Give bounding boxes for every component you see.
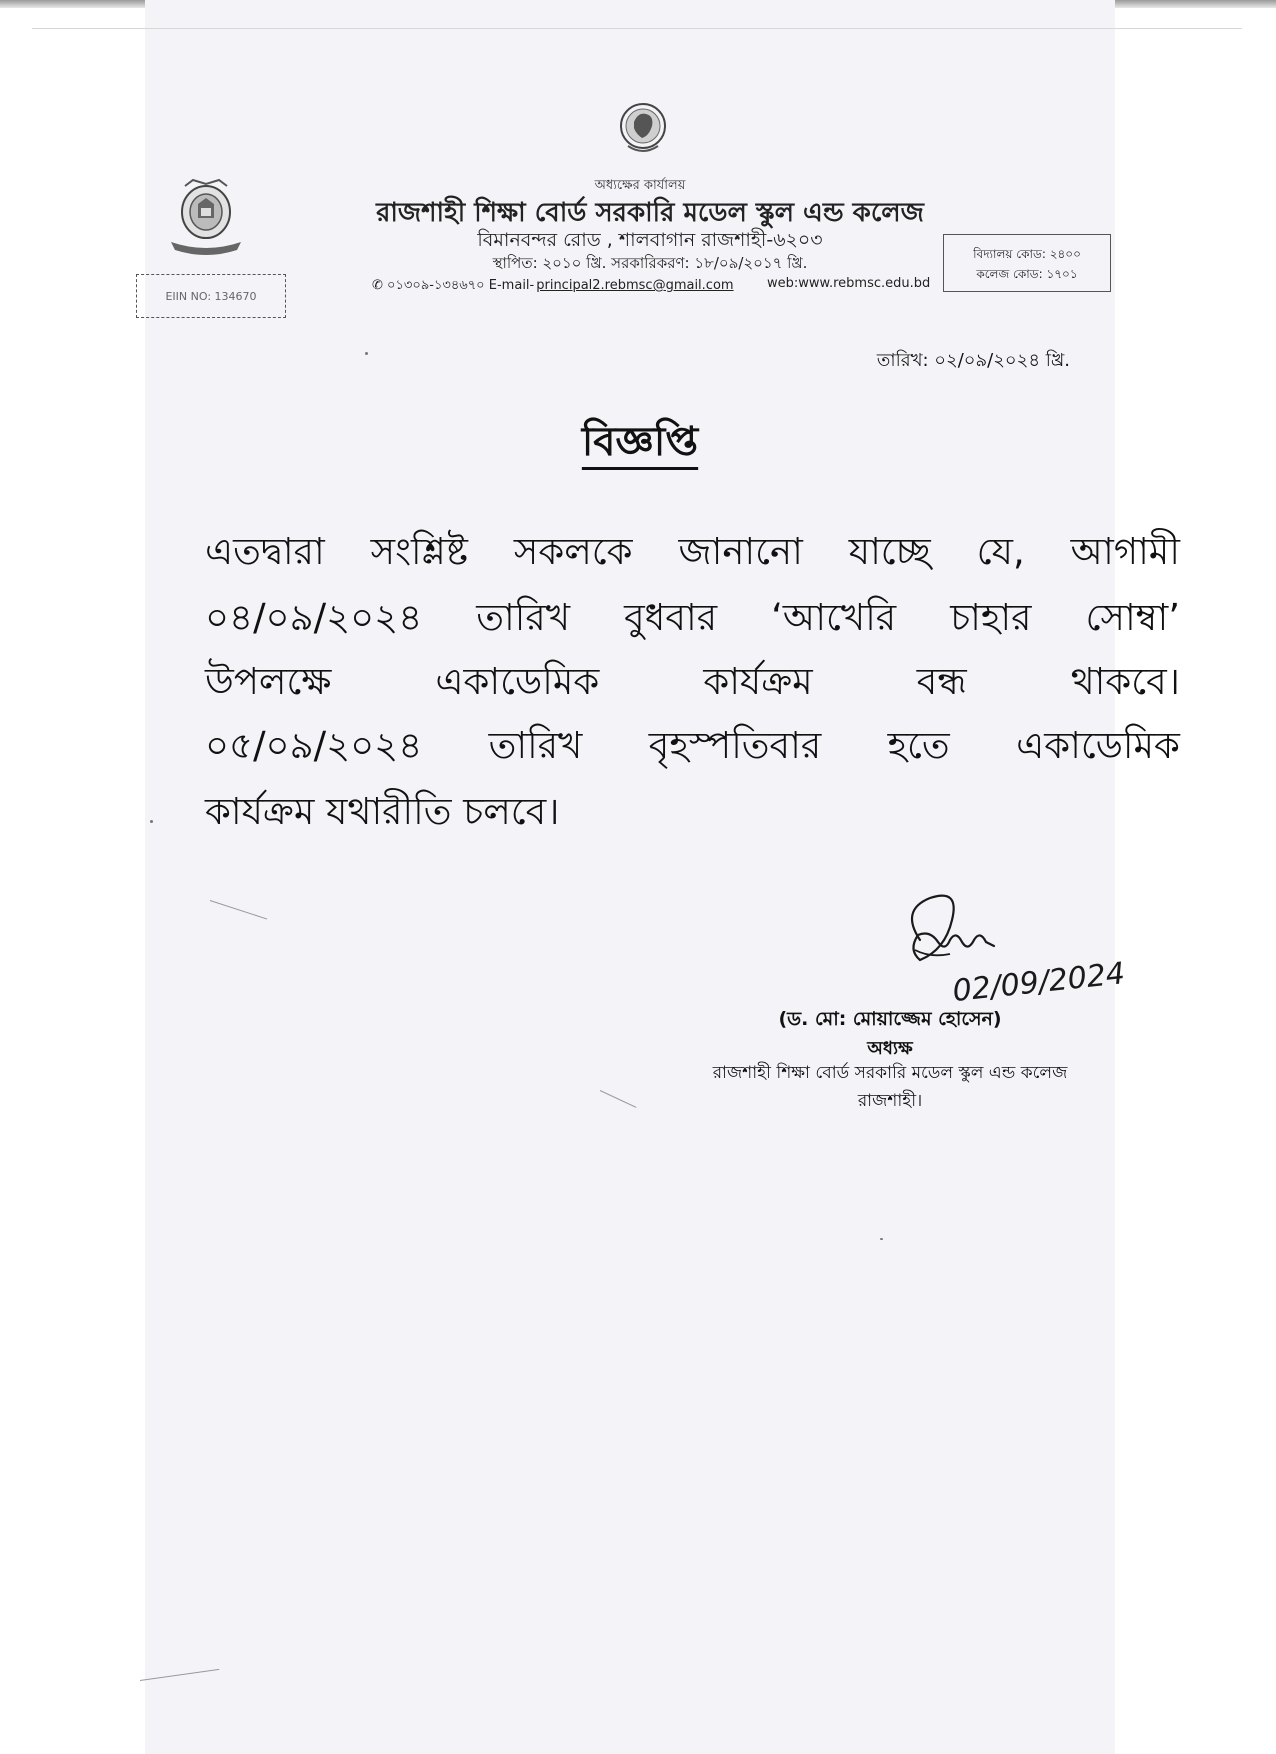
website-link[interactable]: web:www.rebmsc.edu.bd: [767, 276, 931, 291]
notice-line-5: [205, 782, 1180, 845]
notice-word: কার্যক্রম: [703, 660, 813, 703]
notice-title: বিজ্ঞপ্তি: [581, 419, 699, 465]
email-label: E-mail-: [488, 278, 535, 293]
school-logo-icon: [163, 178, 249, 258]
notice-line-2: [205, 588, 1180, 651]
notice-word: সোম্বা’: [1085, 596, 1180, 639]
notice-word: বুধবার: [624, 596, 718, 639]
notice-word: বৃহস্পতিবার: [648, 724, 822, 767]
code-box: [943, 234, 1111, 292]
eiin-number: EIIN NO: 134670: [165, 289, 257, 303]
notice-word: সকলকে: [513, 530, 633, 573]
college-code: কলেজ কোড: ১৭০১: [976, 267, 1078, 281]
notice-word: আগামী: [1070, 530, 1180, 573]
scan-speck: [150, 820, 153, 823]
scan-speck: [365, 352, 368, 355]
signer-title: অধ্যক্ষ: [867, 1038, 913, 1059]
signer-institution: রাজশাহী শিক্ষা বোর্ড সরকারি মডেল স্কুল এন্ড কলেজ: [712, 1063, 1068, 1083]
address-line: বিমানবন্দর রোড , শালবাগান রাজশাহী-৬২০৩: [477, 229, 823, 251]
notice-line-1: [205, 522, 1180, 585]
notice-word: চাহার: [950, 596, 1032, 639]
notice-word: সংশ্লিষ্ট: [370, 530, 468, 573]
notice-word: তারিখ: [488, 724, 583, 767]
notice-line-3: [205, 652, 1180, 715]
eiin-box: [136, 274, 286, 318]
notice-word: জানানো: [678, 530, 803, 573]
school-code: বিদ্যালয় কোড: ২৪০০: [973, 247, 1081, 261]
established-line: স্থাপিত: ২০১০ খ্রি. সরকারিকরণ: ১৮/০৯/২০১৭ খ্রি.: [492, 254, 808, 272]
office-label: অধ্যক্ষের কার্যালয়: [594, 178, 686, 193]
notice-word: একাডেমিক: [435, 660, 600, 703]
notice-line-4: [205, 716, 1180, 779]
email-link[interactable]: principal2.rebmsc@gmail.com: [536, 278, 734, 293]
contact-line: [372, 276, 952, 297]
notice-word: যাচ্ছে: [848, 530, 931, 573]
notice-word: এতদ্বারা: [205, 530, 325, 573]
notice-date: তারিখ: ০২/০৯/২০২৪ খ্রি.: [876, 350, 1070, 371]
notice-word: যে,: [976, 530, 1025, 573]
notice-word: কার্যক্রম যথারীতি চলবে।: [205, 790, 560, 833]
scan-speck: [880, 1238, 883, 1240]
notice-word: ০৪/০৯/২০২৪: [205, 596, 423, 639]
signer-name: (ড. মো: মোয়াজ্জেম হোসেন): [778, 1008, 1002, 1030]
signer-city: রাজশাহী।: [857, 1091, 923, 1111]
notice-word: ‘আখেরি: [771, 596, 897, 639]
notice-word: ০৫/০৯/২০২৪: [205, 724, 423, 767]
government-emblem-icon: [618, 100, 668, 158]
phone-number: ✆ ০১৩০৯-১৩৪৬৭০: [372, 278, 485, 293]
notice-word: হতে: [887, 724, 950, 767]
notice-word: বন্ধ: [916, 660, 967, 703]
notice-word: একাডেমিক: [1016, 724, 1180, 767]
page-edge: [32, 28, 1242, 29]
handwritten-signature: [890, 880, 1190, 1010]
institution-name: রাজশাহী শিক্ষা বোর্ড সরকারি মডেল স্কুল এন্ড কলেজ: [376, 198, 924, 228]
notice-word: থাকবে।: [1070, 660, 1180, 703]
notice-word: উপলক্ষে: [205, 660, 332, 703]
handwritten-date: 02/09/2024: [950, 956, 1127, 1010]
notice-word: তারিখ: [476, 596, 571, 639]
